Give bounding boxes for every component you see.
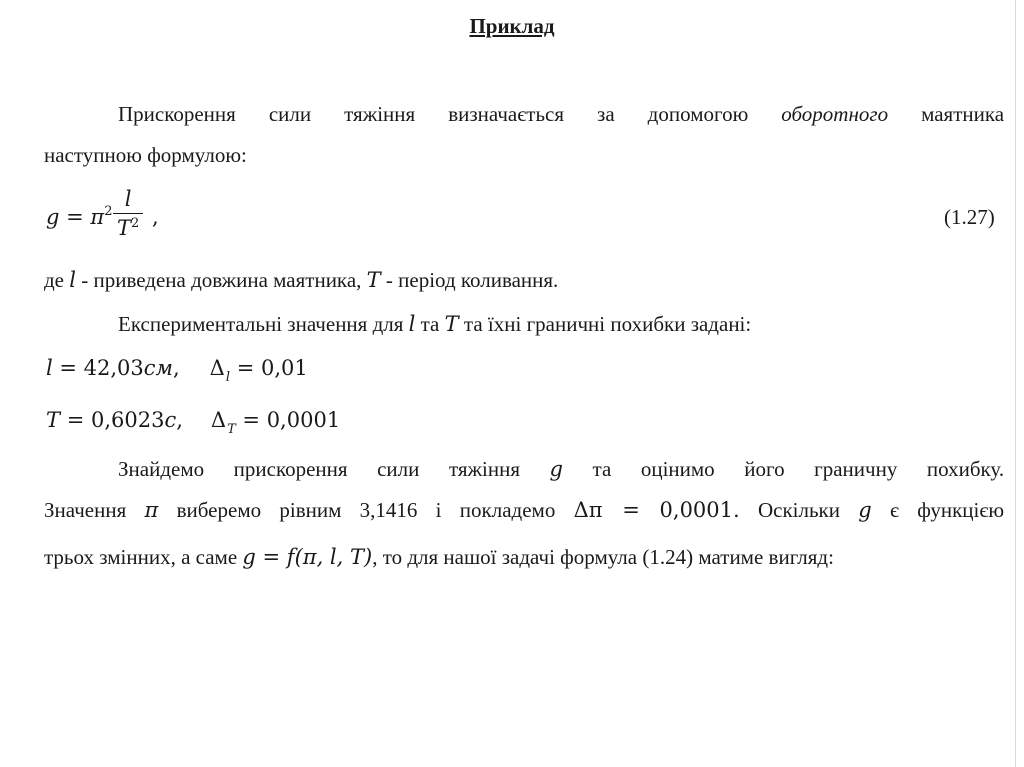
para2-line1: Знайдемо прискорення сили тяжіння g та оцінимо його граничну похибку. <box>118 457 1005 481</box>
fraction-denominator: $T^2$ <box>117 216 140 240</box>
equation-T: T = 0,6023с, $\Delta_T = 0,0001$ <box>46 408 341 437</box>
page-border <box>1015 0 1016 767</box>
fraction-numerator: l <box>124 187 132 211</box>
formula-lhs: $g = \pi^2$ <box>46 204 113 229</box>
word: маятника <box>921 102 1005 126</box>
formula-comma: , <box>152 205 159 229</box>
equation-l: l = 42,03см, $\Delta_l = 0,01$ <box>46 356 308 385</box>
para1-line2: наступною формулою: <box>44 143 247 167</box>
word: Прискорення <box>118 102 236 126</box>
para2-line3: трьох змінних, а саме g = f(π, l, T), то для нашої задачі формула (1.24) матиме вигляд: <box>44 545 834 569</box>
experimental-values-line: Експериментальні значення для l та T та їхні граничні похибки задані: <box>118 312 752 336</box>
definition-line: де l - приведена довжина маятника, T - період коливання. <box>44 268 559 292</box>
word: за <box>597 102 615 126</box>
word: допомогою <box>647 102 749 126</box>
formula-fraction <box>113 187 143 240</box>
formula-number: (1.27) <box>944 205 995 229</box>
italic-word: оборотного <box>781 102 889 126</box>
word: сили <box>268 102 312 126</box>
word: тяжіння <box>344 102 416 126</box>
para1-line1 <box>118 104 1004 125</box>
page-title: Приклад <box>469 14 555 38</box>
word: визначається <box>448 102 565 126</box>
fraction-bar <box>113 213 143 214</box>
para2-line2: Значення π виберемо рівним 3,1416 і покладемо Δπ = 0,0001. Оскільки g є функцією <box>44 498 1005 522</box>
